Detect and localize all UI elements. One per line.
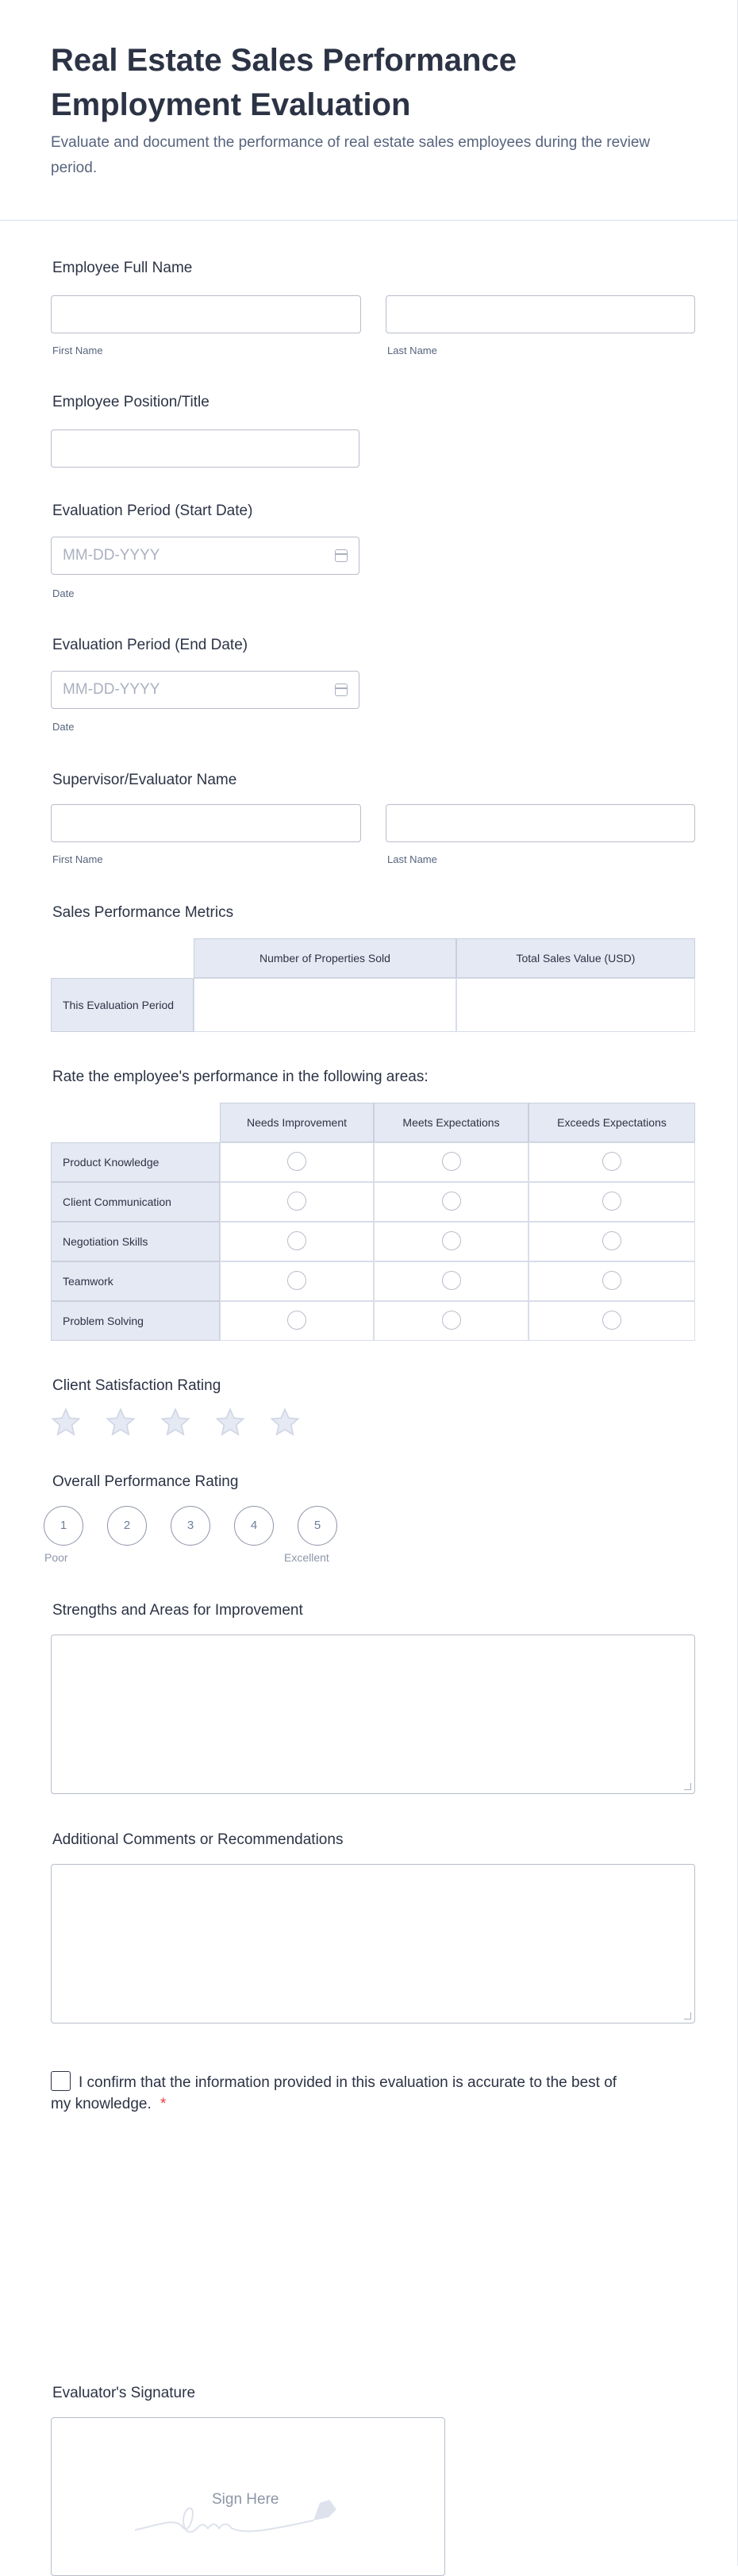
row-header: Problem Solving — [51, 1301, 220, 1341]
scale-option-1[interactable]: 1 — [44, 1506, 83, 1546]
scale-option-5[interactable]: 5 — [298, 1506, 337, 1546]
last-name-sublabel: Last Name — [387, 345, 437, 356]
calendar-icon[interactable] — [335, 683, 348, 696]
comments-label: Additional Comments or Recommendations — [52, 1831, 344, 1848]
form-description: Evaluate and document the performance of real estate sales employees during the review period. — [51, 134, 651, 176]
employee-name-label: Employee Full Name — [52, 260, 193, 276]
radio-button[interactable] — [602, 1152, 621, 1171]
supervisor-last-name-input[interactable] — [386, 804, 695, 842]
first-name-sublabel: First Name — [52, 345, 103, 356]
radio-button[interactable] — [287, 1311, 306, 1330]
star-icon[interactable] — [214, 1407, 246, 1438]
end-date-placeholder: MM-DD-YYYY — [63, 681, 160, 698]
signature-pen-icon — [135, 2486, 365, 2557]
properties-sold-cell[interactable] — [194, 978, 456, 1032]
signature-pad[interactable] — [51, 2417, 445, 2576]
scale-option-4[interactable]: 4 — [234, 1506, 274, 1546]
table-row — [51, 1222, 695, 1261]
start-date-label: Evaluation Period (Start Date) — [52, 502, 253, 519]
table-row — [51, 1301, 695, 1341]
star-icon[interactable] — [50, 1407, 82, 1438]
strengths-textarea[interactable] — [51, 1635, 695, 1794]
confirm-text: I confirm that the information provided in this evaluation is accurate to the best of my knowledge. — [51, 2074, 617, 2112]
column-header: Total Sales Value (USD) — [456, 938, 695, 978]
start-date-input[interactable] — [51, 537, 359, 575]
table-row — [51, 1142, 695, 1182]
empty-corner — [51, 1103, 220, 1142]
scale-option-2[interactable]: 2 — [107, 1506, 147, 1546]
radio-button[interactable] — [442, 1192, 461, 1211]
metrics-label: Sales Performance Metrics — [52, 904, 234, 921]
end-date-label: Evaluation Period (End Date) — [52, 637, 248, 653]
empty-corner — [51, 938, 194, 978]
table-row — [51, 1261, 695, 1301]
sign-here-text: Sign Here — [212, 2491, 279, 2508]
employee-last-name-input[interactable] — [386, 295, 695, 333]
column-header: Meets Expectations — [374, 1103, 529, 1142]
calendar-icon[interactable] — [335, 549, 348, 562]
star-icon[interactable] — [160, 1407, 191, 1438]
scale-option-3[interactable]: 3 — [171, 1506, 210, 1546]
row-header: Client Communication — [51, 1182, 220, 1222]
table-row — [51, 978, 695, 1032]
radio-button[interactable] — [287, 1271, 306, 1290]
overall-rating-label: Overall Performance Rating — [52, 1473, 239, 1490]
header-divider — [0, 220, 738, 221]
total-sales-cell[interactable] — [456, 978, 695, 1032]
radio-button[interactable] — [287, 1192, 306, 1211]
metrics-table — [51, 938, 695, 1032]
end-date-sublabel: Date — [52, 721, 75, 733]
confirm-checkbox[interactable] — [51, 2071, 71, 2091]
position-label: Employee Position/Title — [52, 394, 209, 410]
scale-high-label: Excellent — [284, 1551, 329, 1564]
supervisor-name-label: Supervisor/Evaluator Name — [52, 772, 237, 788]
column-header: Exceeds Expectations — [529, 1103, 695, 1142]
scale-rating — [44, 1506, 337, 1546]
confirm-row — [51, 2071, 622, 2115]
scale-low-label: Poor — [44, 1551, 68, 1564]
signature-label: Evaluator's Signature — [52, 2385, 196, 2401]
start-date-sublabel: Date — [52, 587, 75, 599]
star-rating — [50, 1407, 301, 1438]
radio-button[interactable] — [602, 1231, 621, 1250]
client-satisfaction-label: Client Satisfaction Rating — [52, 1377, 221, 1394]
star-icon[interactable] — [269, 1407, 301, 1438]
radio-button[interactable] — [442, 1231, 461, 1250]
row-header: This Evaluation Period — [51, 978, 194, 1032]
rating-matrix — [51, 1103, 695, 1341]
radio-button[interactable] — [602, 1192, 621, 1211]
star-icon[interactable] — [105, 1407, 136, 1438]
start-date-placeholder: MM-DD-YYYY — [63, 547, 160, 564]
row-header: Negotiation Skills — [51, 1222, 220, 1261]
radio-button[interactable] — [287, 1152, 306, 1171]
radio-button[interactable] — [602, 1271, 621, 1290]
position-input[interactable] — [51, 429, 359, 468]
supervisor-first-name-input[interactable] — [51, 804, 361, 842]
radio-button[interactable] — [442, 1311, 461, 1330]
first-name-sublabel: First Name — [52, 853, 103, 865]
column-header: Needs Improvement — [220, 1103, 374, 1142]
form-title: Real Estate Sales Performance Employment Evaluation — [51, 43, 517, 122]
last-name-sublabel: Last Name — [387, 853, 437, 865]
row-header: Teamwork — [51, 1261, 220, 1301]
required-asterisk: * — [160, 2096, 167, 2112]
radio-button[interactable] — [602, 1311, 621, 1330]
comments-textarea[interactable] — [51, 1864, 695, 2023]
employee-first-name-input[interactable] — [51, 295, 361, 333]
column-header: Number of Properties Sold — [194, 938, 456, 978]
end-date-input[interactable] — [51, 671, 359, 709]
radio-button[interactable] — [442, 1152, 461, 1171]
radio-button[interactable] — [287, 1231, 306, 1250]
strengths-label: Strengths and Areas for Improvement — [52, 1602, 303, 1619]
table-row — [51, 1182, 695, 1222]
radio-button[interactable] — [442, 1271, 461, 1290]
row-header: Product Knowledge — [51, 1142, 220, 1182]
matrix-label: Rate the employee's performance in the following areas: — [52, 1069, 429, 1085]
